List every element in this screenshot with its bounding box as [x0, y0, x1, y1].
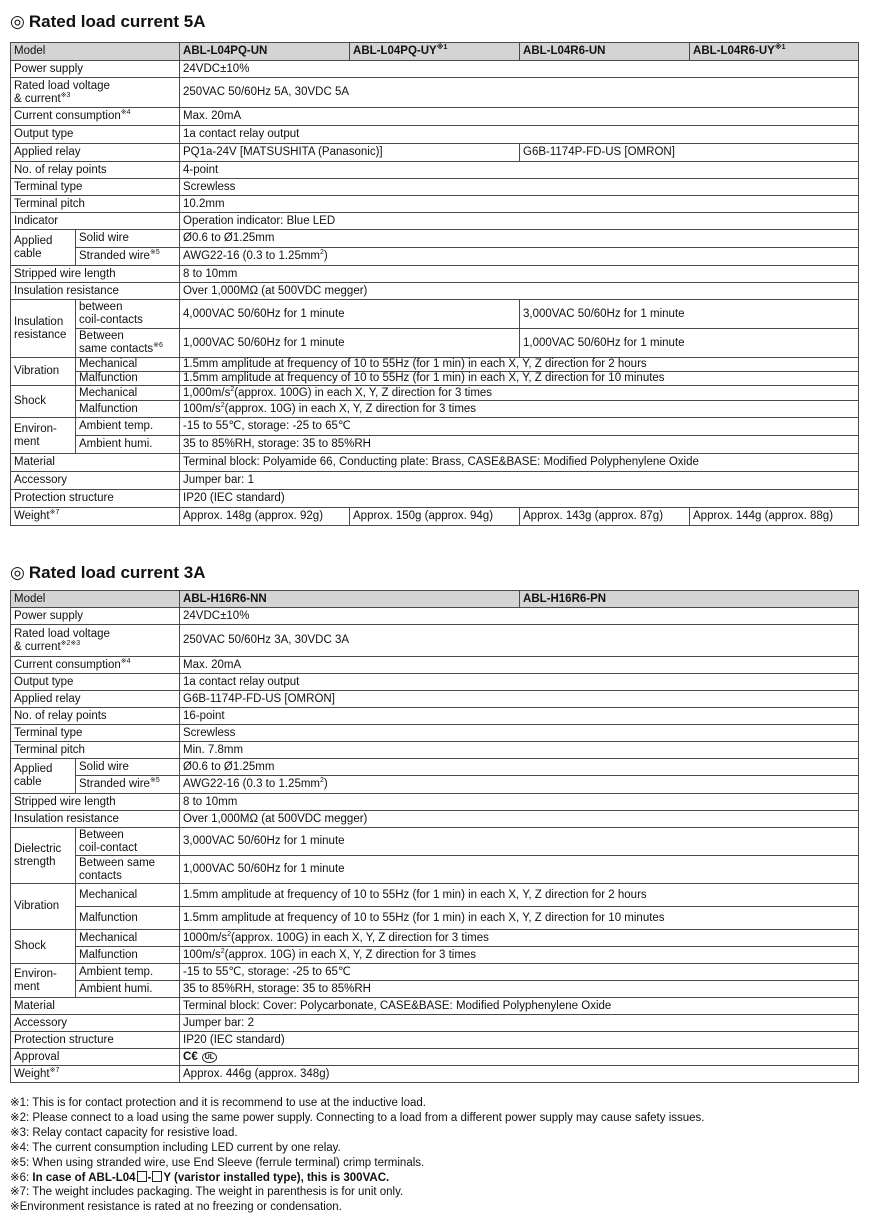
row-sublabel: Solid wire [76, 759, 180, 776]
row-sublabel: Mechanical [76, 884, 180, 907]
row-sublabel: Mechanical [76, 930, 180, 947]
row-value: Ø0.6 to Ø1.25mm [180, 230, 859, 248]
table-row [11, 508, 859, 526]
row-label [11, 78, 180, 108]
footnote [10, 1171, 860, 1186]
label-line: ment [14, 435, 40, 448]
row-value: Max. 20mA [180, 108, 859, 126]
section-title-text: Rated load current 3A [28, 563, 206, 582]
row-value: 3,000VAC 50/60Hz for 1 minute [180, 828, 859, 856]
label-line: & current [14, 640, 61, 653]
row-sublabel: Malfunction [76, 907, 180, 930]
table-row [11, 144, 859, 162]
model-label: Model [11, 591, 180, 608]
double-circle-icon: ◎ [10, 12, 25, 31]
blank-box-icon [152, 1171, 162, 1182]
row-value: 1,000VAC 50/60Hz for 1 minute [520, 329, 859, 358]
row-value: 35 to 85%RH, storage: 35 to 85%RH [180, 436, 859, 454]
footnote: ※4: The current consumption including LED current by one relay. [10, 1141, 341, 1154]
row-label: Applied relay [11, 691, 180, 708]
row-value: IP20 (IEC standard) [180, 1032, 859, 1049]
row-value: Operation indicator: Blue LED [180, 213, 859, 230]
row-value: 24VDC±10% [180, 608, 859, 625]
table-row [11, 418, 859, 436]
note-ref: ※4 [120, 109, 131, 117]
header-row [11, 591, 859, 608]
value-text: (approx. 10G) in each X, Y, Z direction for 3 times [224, 948, 477, 961]
row-sublabel [76, 776, 180, 794]
model-name [350, 43, 520, 61]
row-label [11, 1066, 180, 1083]
value-text: 100m/s [183, 402, 221, 415]
ul-mark-icon: UL [202, 1052, 217, 1063]
label-line: Environ- [14, 422, 57, 435]
label-line: same contacts [79, 343, 154, 355]
row-label [11, 508, 180, 526]
row-sublabel [76, 329, 180, 358]
row-sublabel [76, 248, 180, 266]
table-row [11, 248, 859, 266]
row-value: Over 1,000MΩ (at 500VDC megger) [180, 283, 859, 300]
row-value: Approx. 144g (approx. 88g) [690, 508, 859, 526]
label-line: Insulation [14, 315, 64, 328]
table-row [11, 401, 859, 418]
label-text: Current consumption [14, 110, 121, 122]
row-value: Approx. 148g (approx. 92g) [180, 508, 350, 526]
section-title-text: Rated load current 5A [28, 12, 206, 31]
label-line: ment [14, 980, 40, 993]
row-value [180, 1049, 859, 1066]
label-line: Between [79, 330, 124, 342]
row-value: Max. 20mA [180, 657, 859, 674]
row-sublabel: Malfunction [76, 401, 180, 418]
row-label: Stripped wire length [11, 266, 180, 283]
label-text: Weight [14, 1067, 50, 1080]
label-line: Rated load voltage [14, 627, 110, 640]
model-name [690, 43, 859, 61]
row-label: Protection structure [11, 490, 180, 508]
row-value: 35 to 85%RH, storage: 35 to 85%RH [180, 981, 859, 998]
label-line: cable [14, 247, 42, 260]
table-row [11, 776, 859, 794]
table-row [11, 930, 859, 947]
table-row [11, 725, 859, 742]
table-row [11, 907, 859, 930]
row-sublabel: Mechanical [76, 358, 180, 372]
row-value: 8 to 10mm [180, 794, 859, 811]
row-value: Approx. 446g (approx. 348g) [180, 1066, 859, 1083]
blank-box-icon [137, 1171, 147, 1182]
row-value: IP20 (IEC standard) [180, 490, 859, 508]
row-value [180, 386, 859, 401]
table-row [11, 981, 859, 998]
row-label: Insulation resistance [11, 283, 180, 300]
row-label: No. of relay points [11, 708, 180, 725]
footnote-bold [32, 1172, 389, 1184]
value-text: 1,000m/s [183, 386, 231, 399]
footnote: ※7: The weight includes packaging. The weight in parenthesis is for unit only. [10, 1186, 404, 1199]
value-text: (approx. 100G) in each X, Y, Z direction for 3 times [234, 386, 493, 399]
row-sublabel: Solid wire [76, 230, 180, 248]
superscript: 2 [220, 401, 225, 409]
label-line: Between same [79, 856, 156, 869]
row-label: Indicator [11, 213, 180, 230]
superscript: 2 [320, 249, 324, 257]
table-row [11, 947, 859, 964]
footnote-text: Y (varistor installed type), this is 300VAC. [163, 1171, 390, 1184]
note-ref: ※7 [49, 1066, 60, 1074]
row-value: 1.5mm amplitude at frequency of 10 to 55Hz (for 1 min) in each X, Y, Z direction for 10 minutes [180, 372, 859, 386]
row-value [180, 947, 859, 964]
table-row [11, 386, 859, 401]
footnote-text: - [147, 1171, 152, 1184]
approval-marks [183, 1051, 217, 1064]
row-label: Applied relay [11, 144, 180, 162]
row-value: Approx. 150g (approx. 94g) [350, 508, 520, 526]
table-row [11, 742, 859, 759]
row-sublabel: Malfunction [76, 947, 180, 964]
table-row [11, 856, 859, 884]
row-value: Terminal block: Polyamide 66, Conducting plate: Brass, CASE&BASE: Modified Polyphenylene Oxide [180, 454, 859, 472]
table-row [11, 657, 859, 674]
note-ref: ※3 [60, 91, 71, 99]
row-label: Terminal type [11, 179, 180, 196]
note-ref: ※7 [49, 509, 60, 517]
footnote: ※5: When using stranded wire, use End Sleeve (ferrule terminal) crimp terminals. [10, 1156, 425, 1169]
table-row [11, 1015, 859, 1032]
footnote: ※2: Please connect to a load using the same power supply. Connecting to a load from a different power supply may cause safety issues. [10, 1111, 705, 1124]
row-group-label: Vibration [11, 358, 76, 386]
superscript: 2 [230, 385, 235, 393]
table-row [11, 358, 859, 372]
header-row [11, 43, 859, 61]
model-label: Model [11, 43, 180, 61]
value-text: ) [323, 250, 328, 262]
row-group-label [11, 230, 76, 266]
row-label: Protection structure [11, 1032, 180, 1049]
note-ref: ※1 [436, 44, 448, 52]
footnote-prefix: ※6: [10, 1171, 33, 1184]
row-value: Jumper bar: 2 [180, 1015, 859, 1032]
label-line: coil-contacts [79, 314, 143, 326]
table-row [11, 472, 859, 490]
row-value: 3,000VAC 50/60Hz for 1 minute [520, 300, 859, 329]
model-name [180, 43, 350, 61]
table-row [11, 436, 859, 454]
row-label: Material [11, 998, 180, 1015]
row-label [11, 657, 180, 674]
row-value: -15 to 55℃, storage: -25 to 65℃ [180, 418, 859, 436]
model-text: ABL-L04R6-UY [693, 45, 775, 57]
row-value: Ø0.6 to Ø1.25mm [180, 759, 859, 776]
row-group-label [11, 828, 76, 884]
table-row [11, 625, 859, 657]
row-group-label: Shock [11, 386, 76, 418]
table-row [11, 108, 859, 126]
row-group-label: Shock [11, 930, 76, 964]
label-line: strength [14, 855, 56, 868]
table-row [11, 230, 859, 248]
table-row [11, 329, 859, 358]
label-text: Stranded wire [79, 778, 150, 790]
value-text: 1000m/s [183, 931, 228, 944]
row-label: Output type [11, 674, 180, 691]
row-label: Power supply [11, 61, 180, 78]
row-value: -15 to 55℃, storage: -25 to 65℃ [180, 964, 859, 981]
label-line: Rated load voltage [14, 79, 110, 92]
row-value [180, 248, 859, 266]
label-line: Applied [14, 234, 53, 247]
table-row [11, 490, 859, 508]
row-value: 1.5mm amplitude at frequency of 10 to 55Hz (for 1 min) in each X, Y, Z direction for 10 minutes [180, 907, 859, 930]
row-sublabel: Ambient temp. [76, 418, 180, 436]
table-row [11, 794, 859, 811]
row-label [11, 108, 180, 126]
label-line: resistance [14, 328, 67, 341]
footnotes [10, 1096, 860, 1215]
table-row [11, 1066, 859, 1083]
row-label: Terminal pitch [11, 196, 180, 213]
row-label: No. of relay points [11, 162, 180, 179]
row-label: Material [11, 454, 180, 472]
table-row [11, 283, 859, 300]
row-value: 250VAC 50/60Hz 3A, 30VDC 3A [180, 625, 859, 657]
note-ref: ※5 [149, 249, 160, 257]
footnote: ※3: Relay contact capacity for resistive load. [10, 1126, 238, 1139]
table-row [11, 691, 859, 708]
table-row [11, 811, 859, 828]
row-value [180, 930, 859, 947]
row-value: 1,000VAC 50/60Hz for 1 minute [180, 329, 520, 358]
table-row [11, 1032, 859, 1049]
row-group-label [11, 418, 76, 454]
label-text: Current consumption [14, 658, 121, 671]
value-text: 100m/s [183, 948, 221, 961]
row-value: Over 1,000MΩ (at 500VDC megger) [180, 811, 859, 828]
value-text: ) [323, 778, 328, 790]
table-row [11, 126, 859, 144]
table-row [11, 998, 859, 1015]
table-row [11, 61, 859, 78]
row-label: Approval [11, 1049, 180, 1066]
row-label: Terminal pitch [11, 742, 180, 759]
table-row [11, 708, 859, 725]
row-sublabel [76, 828, 180, 856]
row-value [180, 776, 859, 794]
note-ref: ※4 [120, 657, 131, 665]
model-text: ABL-L04PQ-UY [353, 45, 437, 57]
footnote: ※Environment resistance is rated at no freezing or condensation. [10, 1201, 342, 1214]
row-group-label [11, 759, 76, 794]
table-row [11, 608, 859, 625]
row-value: 1a contact relay output [180, 674, 859, 691]
model-text: ABL-L04R6-UN [523, 45, 606, 57]
row-sublabel [76, 856, 180, 884]
superscript: 2 [220, 947, 225, 955]
row-value: G6B-1174P-FD-US [OMRON] [180, 691, 859, 708]
row-value: Min. 7.8mm [180, 742, 859, 759]
label-line: & current [14, 92, 61, 105]
table-row [11, 759, 859, 776]
note-ref: ※1 [774, 44, 786, 52]
row-group-label [11, 300, 76, 358]
label-text: Weight [14, 510, 50, 522]
label-line: Between [79, 828, 124, 841]
row-value: Terminal block: Cover: Polycarbonate, CASE&BASE: Modified Polyphenylene Oxide [180, 998, 859, 1015]
row-label: Insulation resistance [11, 811, 180, 828]
table-row [11, 78, 859, 108]
label-line: Dielectric [14, 842, 62, 855]
label-line: between [79, 301, 123, 313]
row-value: G6B-1174P-FD-US [OMRON] [520, 144, 859, 162]
row-group-label: Vibration [11, 884, 76, 930]
row-value: PQ1a-24V [MATSUSHITA (Panasonic)] [180, 144, 520, 162]
note-ref: ※2※3 [60, 639, 81, 647]
row-value: 24VDC±10% [180, 61, 859, 78]
table-row [11, 454, 859, 472]
table-row [11, 162, 859, 179]
value-text: (approx. 10G) in each X, Y, Z direction for 3 times [224, 402, 477, 415]
double-circle-icon: ◎ [10, 563, 25, 582]
row-sublabel [76, 300, 180, 329]
row-value: 1,000VAC 50/60Hz for 1 minute [180, 856, 859, 884]
row-value: Screwless [180, 725, 859, 742]
spec-table-5a [10, 42, 859, 526]
table-row [11, 674, 859, 691]
row-value [180, 401, 859, 418]
row-value: Screwless [180, 179, 859, 196]
table-row [11, 179, 859, 196]
table-row [11, 372, 859, 386]
row-label: Output type [11, 126, 180, 144]
table-row [11, 266, 859, 283]
table-row [11, 1049, 859, 1066]
footnote-text: In case of ABL-L04 [32, 1171, 136, 1184]
row-label [11, 625, 180, 657]
superscript: 2 [320, 777, 324, 785]
row-sublabel: Ambient temp. [76, 964, 180, 981]
value-text: (approx. 100G) in each X, Y, Z direction for 3 times [231, 931, 489, 944]
model-text: ABL-L04PQ-UN [183, 45, 268, 57]
label-line: coil-contact [79, 841, 138, 854]
table-row [11, 884, 859, 907]
value-text: AWG22-16 (0.3 to 1.25mm [183, 250, 321, 262]
row-value: 1.5mm amplitude at frequency of 10 to 55Hz (for 1 min) in each X, Y, Z direction for 2 hours [180, 358, 859, 372]
row-value: 1.5mm amplitude at frequency of 10 to 55Hz (for 1 min) in each X, Y, Z direction for 2 hours [180, 884, 859, 907]
row-value: 4,000VAC 50/60Hz for 1 minute [180, 300, 520, 329]
label-text: Stranded wire [79, 250, 150, 262]
label-line: contacts [79, 869, 122, 882]
superscript: 2 [227, 930, 232, 938]
row-label: Accessory [11, 1015, 180, 1032]
footnote: ※1: This is for contact protection and it is recommend to use at the inductive load. [10, 1097, 426, 1109]
row-value: 16-point [180, 708, 859, 725]
section-title-3a [10, 563, 206, 583]
section-title-5a [10, 12, 206, 32]
row-value: Approx. 143g (approx. 87g) [520, 508, 690, 526]
table-row [11, 300, 859, 329]
table-row [11, 196, 859, 213]
ce-mark-icon: C€ [183, 1050, 198, 1063]
row-value: 10.2mm [180, 196, 859, 213]
row-group-label [11, 964, 76, 998]
note-ref: ※6 [153, 342, 163, 350]
label-line: cable [14, 776, 42, 788]
value-text: AWG22-16 (0.3 to 1.25mm [183, 778, 321, 790]
spec-table-3a [10, 590, 859, 1083]
row-sublabel: Malfunction [76, 372, 180, 386]
model-name: ABL-H16R6-NN [180, 591, 520, 608]
note-ref: ※5 [149, 777, 160, 785]
label-line: Applied [14, 763, 53, 775]
row-sublabel: Ambient humi. [76, 436, 180, 454]
row-value: 8 to 10mm [180, 266, 859, 283]
table-row [11, 964, 859, 981]
row-label: Stripped wire length [11, 794, 180, 811]
row-value: 250VAC 50/60Hz 5A, 30VDC 5A [180, 78, 859, 108]
row-label: Accessory [11, 472, 180, 490]
row-value: Jumper bar: 1 [180, 472, 859, 490]
table-row [11, 213, 859, 230]
row-sublabel: Ambient humi. [76, 981, 180, 998]
row-value: 4-point [180, 162, 859, 179]
table-row [11, 828, 859, 856]
label-line: Environ- [14, 967, 57, 980]
model-name: ABL-H16R6-PN [520, 591, 859, 608]
row-value: 1a contact relay output [180, 126, 859, 144]
model-name [520, 43, 690, 61]
row-label: Power supply [11, 608, 180, 625]
row-sublabel: Mechanical [76, 386, 180, 401]
row-label: Terminal type [11, 725, 180, 742]
